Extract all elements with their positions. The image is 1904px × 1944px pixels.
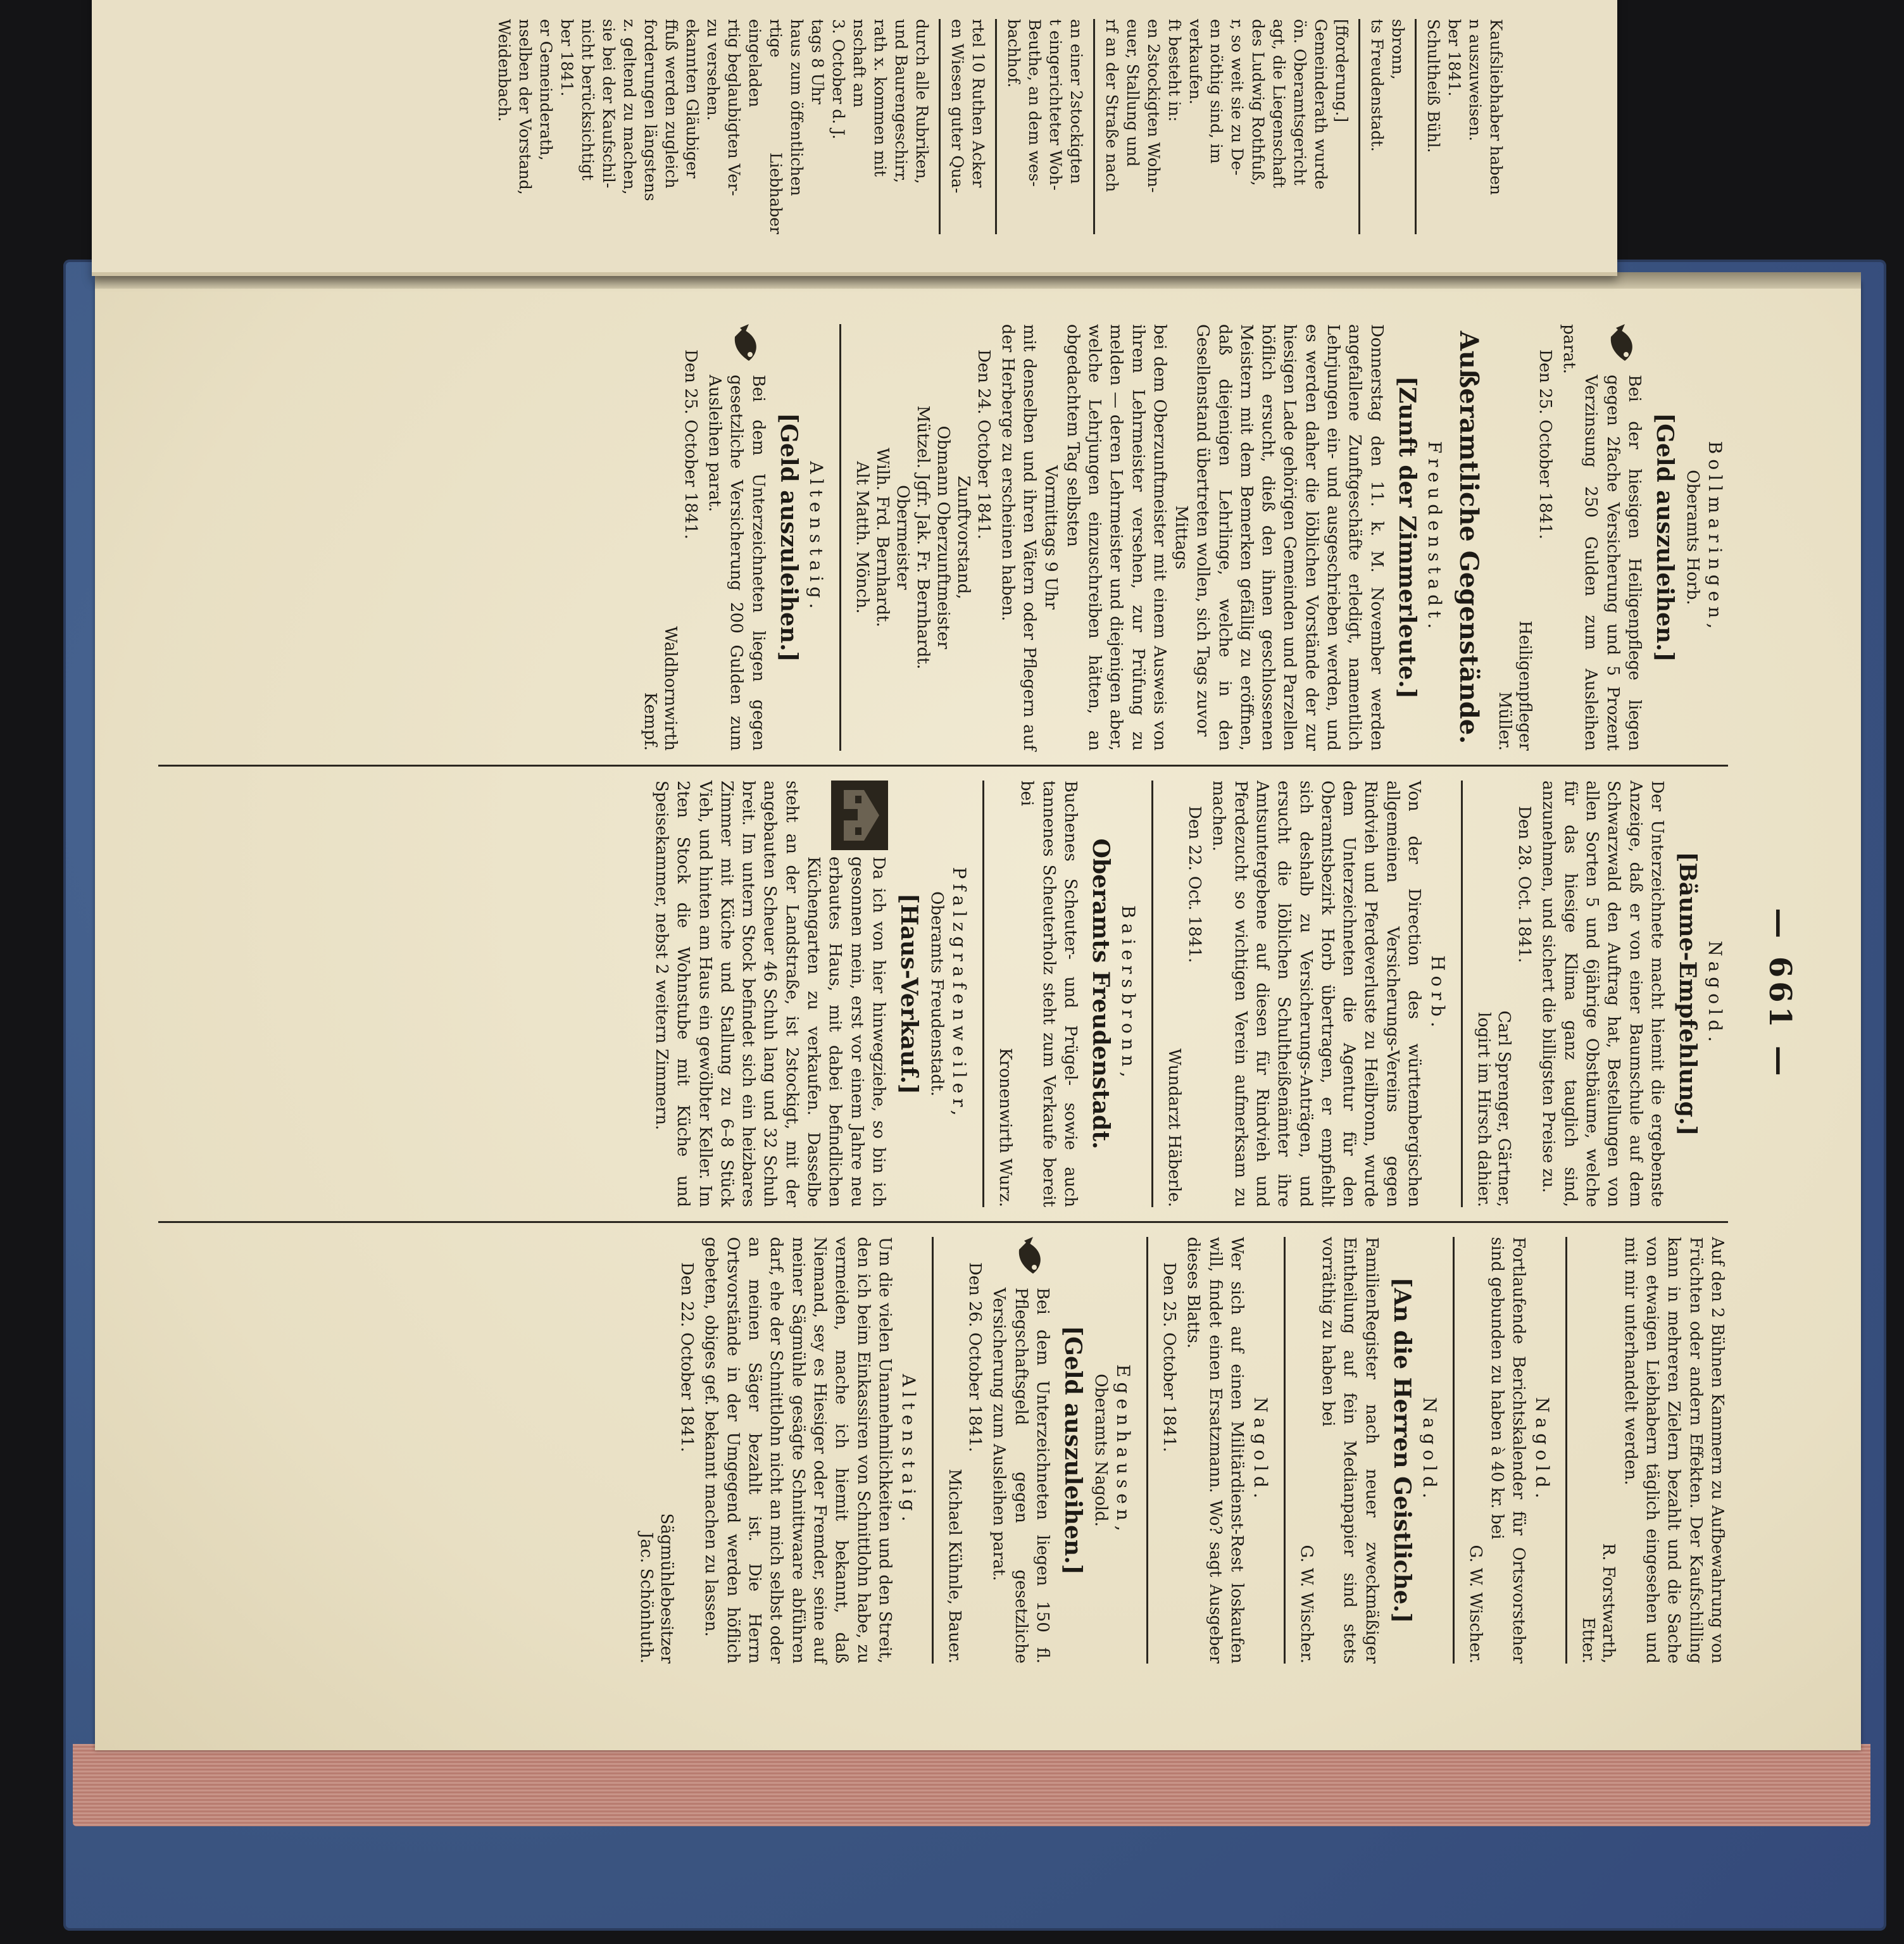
- notice: [1160, 1237, 1286, 1664]
- notice-body-text: FamilienRegister nach neuer zweckmäßiger Eintheilung auf fein Medianpapier sind stets vorräthig zu haben bei: [1318, 1237, 1381, 1664]
- page-text: [139, 298, 1798, 1690]
- notice: [1495, 324, 1726, 751]
- previous-page-line: und Baurengeschirr,: [892, 19, 910, 184]
- fish-ornament-icon: [717, 324, 767, 368]
- previous-page-line: Schultheiß Bühl.: [1424, 19, 1443, 153]
- notice-title: [Zunft der Zimmerleute.]: [1393, 376, 1420, 699]
- notice-place: Egenhausen,: [1112, 1364, 1134, 1536]
- notice-signature: Obermeister: [892, 485, 912, 590]
- notice-body: [988, 1237, 1053, 1664]
- previous-page-line: verkaufen.: [1186, 19, 1205, 105]
- previous-page-line: ft besteht in:: [1165, 19, 1184, 122]
- previous-page-line: en 2stockigten Wohn-: [1144, 19, 1163, 193]
- notice-body-text: Um die vielen Unannehmlichkeiten und den Streit, den ich beim Einkassiren von Schnittlohn habe, zu vermeiden, mache ich hiemit bekannt, daß Niemand, sey es Hiesiger oder Fremder, seine auf meiner Sägmühle gesägte Schnittwaare abführen darf, ehe der Schnittlohn nicht an mich selbst oder an meinen Säger bezahlt ist. Die Herrn Ortsvorstände in der Umgegend werden höflich gebeten, obiges gef. bekannt machen zu lassen.: [701, 1237, 894, 1664]
- previous-page-line: er Gemeinderath,: [537, 19, 555, 161]
- notice-place: Bollmaringen,: [1705, 441, 1726, 634]
- previous-page-line: ts Freudenstadt.: [1368, 19, 1386, 152]
- divider: [939, 19, 941, 234]
- notice-body-text: Bei dem Unterzeichneten liegen 150 fl. Pflegschaftsgeld gegen gesetzliche Versicherung zum Ausleihen parat.: [989, 1288, 1052, 1664]
- notice-title: [Bäume-Empfehlung.]: [1674, 851, 1701, 1136]
- previous-page-line: rath x. kommen mit: [871, 19, 889, 177]
- notice-office: Oberamts Nagold.: [1091, 1374, 1110, 1527]
- notice-body: [1208, 781, 1425, 1207]
- previous-page-line: agt, die Liegenschaft: [1270, 19, 1288, 189]
- notice-title: [Haus-Verkauf.]: [896, 893, 923, 1094]
- notice-place: Pfalzgrafenweiler,: [949, 867, 970, 1121]
- previous-page-line: ber 1841.: [1445, 19, 1463, 97]
- page-columns: [158, 310, 1728, 1677]
- notice: [1297, 1237, 1455, 1664]
- divider: [1415, 19, 1417, 234]
- previous-page-line: forderungen längstens: [641, 19, 660, 201]
- notice-signature: Sägmühlebesitzer: [657, 1513, 677, 1664]
- notice-signature: Wundarzt Häberle.: [1165, 1048, 1184, 1207]
- previous-page-line: sie bei der Kaufschil-: [599, 19, 618, 189]
- notice-signature: Wilh. Frd. Bernhardt.: [872, 448, 892, 627]
- notice-date: Den 25. October 1841.: [1159, 1262, 1179, 1452]
- house-ornament-icon: [825, 781, 888, 850]
- notice: [1579, 1237, 1728, 1664]
- notice-body: [1486, 1237, 1530, 1664]
- notice-body: [700, 1237, 896, 1664]
- previous-page-line: des Ludwig Rothfuß,: [1249, 19, 1267, 186]
- notice-body: [1558, 324, 1645, 751]
- previous-page-line: en nöthig sind, im: [1207, 19, 1225, 164]
- notice-signature: Obmann Oberzunftmeister: [933, 425, 953, 649]
- previous-page-line: n auszuweisen.: [1466, 19, 1484, 142]
- previous-page-line: ber 1841.: [558, 19, 576, 97]
- notice-signature: R. Forstwarth,: [1599, 1543, 1619, 1664]
- notice-place: Altenstaig.: [805, 461, 827, 614]
- notice-title: [Geld auszuleihen.]: [1651, 413, 1678, 662]
- previous-page-line: rtel 10 Ruthen Acker: [969, 19, 987, 188]
- column-3: [158, 1221, 1728, 1677]
- divider: [1093, 19, 1095, 234]
- previous-page-line: Gemeinderath wurde: [1312, 19, 1330, 190]
- previous-page-line: nicht berücksichtigt: [579, 19, 597, 181]
- notice-date: Den 26. October 1841.: [965, 1262, 984, 1452]
- previous-page-line: rf an der Straße nach: [1103, 19, 1121, 192]
- previous-page-line: z. geltend zu machen,: [620, 19, 639, 195]
- notice-place: Baiersbronn,: [1118, 905, 1139, 1082]
- notice-title: [Geld auszuleihen.]: [775, 413, 802, 662]
- notice-body: [1619, 1237, 1728, 1664]
- notice-signature: Kronenwirth Wurz.: [996, 1048, 1015, 1207]
- previous-page-line: euer, Stallung und: [1124, 19, 1142, 167]
- notice-body-text: Fortlaufende Berichtskalender für Ortsvorsteher sind gebunden zu haben à 40 kr. bei: [1488, 1237, 1529, 1664]
- notice-title: [An die Herren Geistliche.]: [1388, 1277, 1415, 1624]
- notice: [853, 324, 1445, 751]
- notice-place: Nagold.: [1419, 1397, 1440, 1503]
- previous-page-line: rtige Liebhaber eingeladen: [746, 19, 785, 234]
- previous-page-line: an einer 2stockigten: [1067, 19, 1086, 184]
- notice-body-text: Wer sich auf einen Militärdienst-Rest loskaufen will, findet einen Ersatzmann. Wo? sagt Ausgeber dieses Blatts.: [1184, 1237, 1246, 1664]
- notice: [637, 1237, 934, 1664]
- previous-page-line: nschaft am: [850, 19, 868, 108]
- notice-signature: Waldhornwirth: [660, 626, 680, 751]
- previous-page-line: r, so weit sie zu De-: [1228, 19, 1246, 176]
- previous-page-line: nselben der Vorstand,: [516, 19, 534, 195]
- previous-page-line: bachhof.: [1005, 19, 1023, 88]
- column-1: [158, 310, 1728, 765]
- notice-place: Altenstaig.: [898, 1374, 919, 1527]
- notice-signature: Kempf.: [640, 692, 660, 751]
- notice-place: Nagold.: [1250, 1397, 1271, 1503]
- notice: [945, 1237, 1148, 1664]
- notice-signature: Müller.: [1494, 691, 1514, 751]
- previous-page-line: t eingerichteter Woh-: [1046, 19, 1065, 191]
- notice-body: [1192, 324, 1387, 751]
- previous-page-line: Beuthe, an dem wes-: [1025, 19, 1044, 187]
- notice-signature: G. W. Wischer.: [1296, 1545, 1316, 1664]
- previous-page-line: zu versehen.: [704, 19, 722, 121]
- notice-body-text: Buchenes Scheuter- und Prügel- sowie auch tannenes Scheuterholz steht zum Verkaufe bereit bei: [1017, 781, 1080, 1207]
- notice: [1165, 781, 1463, 1207]
- notice-office: Oberamts Freudenstadt.: [927, 891, 947, 1096]
- page-number: — 661 —: [1762, 908, 1798, 1080]
- previous-page-line: durch alle Rubriken,: [913, 19, 931, 184]
- notice-date: Den 24. October 1841.: [974, 349, 993, 539]
- notice-signature: Carl Sprenger, Gärtner,: [1494, 1010, 1514, 1207]
- previous-page-lines: [165, 19, 1506, 234]
- notice-body: [1016, 781, 1081, 1207]
- notice-body-text: Der Unterzeichnete macht hiemit die ergebenste Anzeige, daß er von einer Baumschule auf dem Schwarzwald den Auftrag hat, Bestellungen von allen Sorten 5 und 6jährige Obstbäume, welche für das hiesige Klima ganz tauglich sind, anzunehmen, und sichert die billigsten Preise zu.: [1539, 781, 1667, 1207]
- fish-ornament-icon: [1594, 324, 1644, 368]
- previous-page-line: [fforderung.]: [1332, 19, 1351, 123]
- notice: [1466, 1237, 1568, 1664]
- notice-office: Oberamts Horb.: [1683, 470, 1702, 605]
- previous-page-line: ekannten Gläubiger: [683, 19, 701, 179]
- notice: [641, 324, 841, 751]
- notice-place: Freudenstadt.: [1424, 441, 1445, 634]
- previous-page-line: Kaufsliebhaber haben: [1487, 19, 1505, 196]
- previous-page-line: rtig beglaubigten Ver-: [725, 19, 743, 196]
- notice-body: [1182, 1237, 1248, 1664]
- notice-place: Nagold.: [1705, 941, 1726, 1047]
- notice-body-text: Bei der hiesigen Heiligenpflege liegen gegen 2fache Versicherung und 5 Prozent Verzinsung 250 Gulden zum Ausleihen parat.: [1560, 324, 1644, 751]
- notice-signature: G. W. Wischer.: [1465, 1545, 1485, 1664]
- notice-date: Den 25. October 1841.: [1535, 349, 1555, 539]
- notice-body-text: Von der Direction des württembergischen allgemeinen Versicherungs-Vereins gegen Rindvieh und Pferdeverluste zu Heilbronn, wurde dem Unterzeichneten die Agentur für den Oberamtsbezirk Horb übertragen, er empfiehlt sich deshalb zu Versicherungs-Anträgen, und ersucht die löblichen Schultheißenämter ihre Amtsuntergebene auf diesen für Rindvieh und Pferdezucht so wichtigen Verein aufmerksam zu machen.: [1209, 781, 1424, 1207]
- notice-signature: Heiligenpfleger: [1515, 620, 1534, 751]
- notice-signature: Alt Matth. Mönch.: [852, 461, 872, 614]
- divider: [1358, 19, 1360, 234]
- notice-signature: logirt im Hirsch dahier.: [1474, 1012, 1494, 1207]
- notice-signature: Jac. Schönhuth.: [637, 1532, 656, 1664]
- previous-page-line: haus zum öffentlichen: [787, 19, 806, 196]
- notice-body: bei dem Oberzunftmeister mit einem Ausweis von ihrem Lehrmeister versehen, zur Prüfung zu melden — deren Lehrmeister und diejenigen aber, welche Lehrjungen einzuschreiben hätten, an obgedachtem Tag selbsten: [1063, 324, 1169, 751]
- notice: [1474, 781, 1726, 1207]
- previous-page-line: tags 8 Uhr: [808, 19, 827, 104]
- notice-date: Den 25. October 1841.: [680, 349, 700, 539]
- notice-body-text: Donnerstag den 11. k. M. November werden angefallene Zunftgeschäfte erledigt, namentlich Lehrjungen ein- und ausgeschrieben werden, und es werden daher die löblichen Vorstände der zur hiesigen Lade gehörigen Gemeinden und Parzellen höflich ersucht, dieß den ihnen geschlossenen Meistern mit dem Bemerken gefällig zu eröffnen, daß diejenigen Lehrlinge, welche in den Gesellenstand übertreten wollen, sich Tags zuvor: [1193, 324, 1386, 751]
- notice-body: [651, 781, 889, 1207]
- notice-place: Horb.: [1427, 955, 1449, 1032]
- notice-signature: Etter.: [1579, 1617, 1598, 1664]
- previous-page-line: 3. October d. J.: [829, 19, 848, 140]
- notice-signature: Michael Kühnle, Bauer.: [945, 1469, 964, 1664]
- notice-body-text: Da ich von hier hinwegziehe, so bin ich gesonnen mein, erst vor einem Jahre neu erbautes Haus, mit dabei befindlichen Küchengarten zu verkaufen. Dasselbe steht an der Landstraße, ist 2stockigt, mit der angebauten Scheuer 46 Schuh lang und 32 Schuh breit. Im untern Stock befindet sich ein heizbares Zimmer mit Küche und Stallung zu 6–8 Stück Vieh, und hinten am Haus ein gewölbter Keller. Im 2ten Stock die Wohnstube mit Küche und Speisekammer, nebst 2 weitern Zimmern.: [651, 781, 889, 1207]
- previous-page-line: Weidenbach.: [495, 19, 513, 122]
- notice-title: Oberamts Freudenstadt.: [1087, 838, 1114, 1150]
- previous-page-line: ön. Oberamtsgericht: [1291, 19, 1309, 185]
- section-title: Außeramtliche Gegenstände.: [1453, 330, 1484, 744]
- previous-page-text: [152, 6, 1519, 247]
- notice-emphasis: Mittags: [1171, 505, 1191, 570]
- notice-body: mit denselben und ihren Vätern oder Pflegern auf der Herberge zu erscheinen haben.: [998, 324, 1039, 751]
- notice-date: Den 22. Oct. 1841.: [1185, 806, 1204, 963]
- notice: [996, 781, 1153, 1207]
- notice-date: Den 22. October 1841.: [677, 1262, 697, 1452]
- notice-body: [1538, 781, 1668, 1207]
- notice-body-text: Bei dem Unterzeichneten liegen gegen gesetzliche Versicherung 200 Gulden zum Ausleihen parat.: [705, 375, 768, 751]
- notice-body-text: Auf den 2 Bühnen Kammern zu Aufbewahrung von Früchten oder andern Effekten. Der Kaufschilling kann in mehreren Zielern bezahlt und die Sache von etwaigen Liebhabern täglich eingesehen und mit mir unterhandelt werden.: [1620, 1237, 1727, 1664]
- previous-page-line: sbronn,: [1389, 19, 1407, 80]
- notice-place: Nagold.: [1532, 1397, 1553, 1503]
- fish-ornament-icon: [1002, 1237, 1052, 1281]
- notice-body: [1317, 1237, 1382, 1664]
- notice-date: Den 28. Oct. 1841.: [1515, 806, 1534, 963]
- divider: [995, 19, 997, 234]
- notice-body: [704, 324, 769, 751]
- previous-page-line: en Wiesen guter Qua-: [948, 19, 967, 194]
- notice-title: [Geld auszuleihen.]: [1059, 1326, 1086, 1575]
- previous-page-line: ffuß werden zugleich: [662, 19, 680, 189]
- notice: [651, 781, 984, 1207]
- page-edges: [73, 1744, 1870, 1826]
- column-2: [158, 765, 1728, 1221]
- notice-signature: Zunftvorstand,: [953, 475, 973, 599]
- notice-signature: Mützel. Jgfr. Jak. Fr. Bernhardt.: [913, 405, 932, 670]
- notice-emphasis: Vormittags 9 Uhr: [1041, 465, 1061, 610]
